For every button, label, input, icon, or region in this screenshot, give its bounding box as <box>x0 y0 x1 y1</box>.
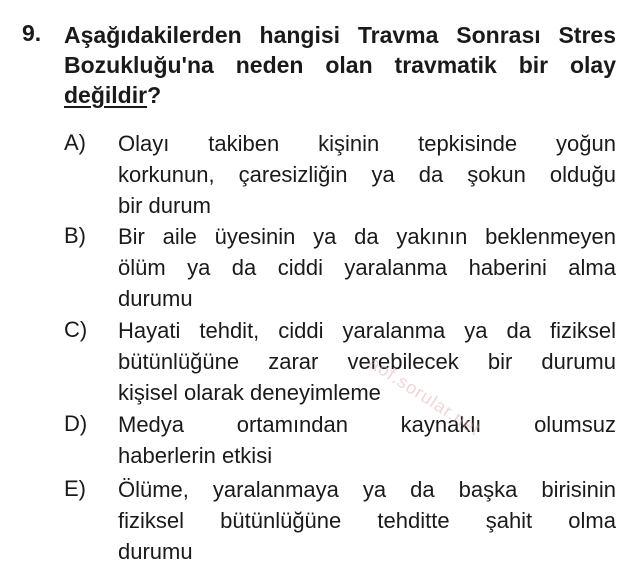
option-letter: C) <box>64 317 88 342</box>
question-text-after: ? <box>147 82 162 108</box>
option-line: Bir aile üyesinin ya da yakının beklenmeyen <box>118 224 616 249</box>
option-line: bütünlüğüne zarar verebilecek bir durumu <box>118 349 616 374</box>
option-line: Medya ortamından kaynaklı olumsuz <box>118 412 616 437</box>
option-letter: D) <box>64 411 88 436</box>
option-line: Ölüme, yaralanmaya ya da başka birisinin <box>118 477 616 502</box>
question-text <box>64 20 616 110</box>
question-text-before: Aşağıdakilerden hangisi Travma Sonrası Stres Bozukluğu'na neden olan travmatik bir olay <box>64 22 616 78</box>
option-line: durumu <box>118 539 193 564</box>
option-line: Hayati tehdit, ciddi yaralanma ya da fiziksel <box>118 318 616 343</box>
option-line: ölüm ya da ciddi yaralanma haberini alma <box>118 255 616 280</box>
question-underlined-word: değildir <box>64 82 148 108</box>
option-letter: B) <box>64 223 86 248</box>
option-line: durumu <box>118 286 193 311</box>
option-line: korkunun, çaresizliğin ya da şokun olduğu <box>118 162 616 187</box>
option-line: kişisel olarak deneyimleme <box>118 380 381 405</box>
diagonal-watermark: aof.sorular.net <box>365 352 485 440</box>
option-line: bir durum <box>118 193 211 218</box>
option-text <box>118 409 616 471</box>
option-text <box>118 221 616 314</box>
option-text <box>118 474 616 567</box>
option-line: Olayı takiben kişinin tepkisinde yoğun <box>118 131 616 156</box>
option-text <box>118 128 616 221</box>
option-line: fiziksel bütünlüğüne tehditte şahit olma <box>118 508 616 533</box>
option-text <box>118 315 616 408</box>
option-letter: A) <box>64 130 86 155</box>
question-number: 9. <box>22 20 42 46</box>
option-line: haberlerin etkisi <box>118 443 273 468</box>
option-letter: E) <box>64 476 86 501</box>
